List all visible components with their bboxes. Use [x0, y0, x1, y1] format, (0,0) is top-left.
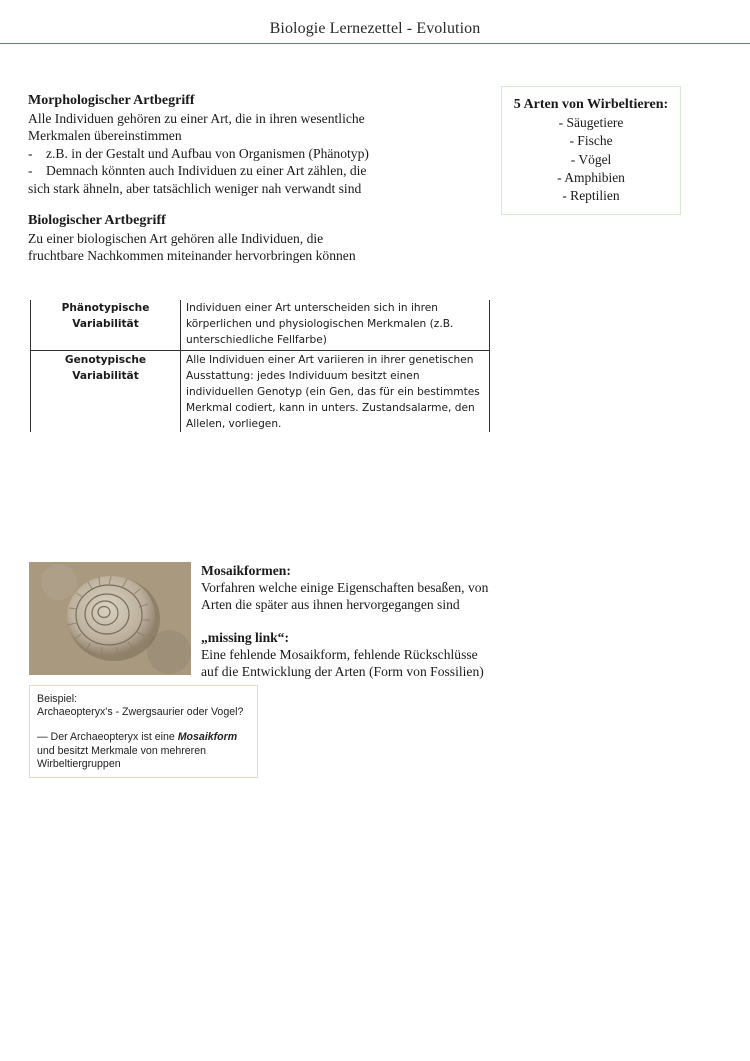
mosaic-section	[201, 562, 521, 680]
morph-text-line: Merkmalen übereinstimmen	[28, 128, 182, 143]
bio-section	[28, 212, 448, 265]
answer-text: — Der Archaeopteryx ist eine	[37, 731, 178, 744]
table-key-cell	[30, 351, 181, 432]
mosaic-text-line: Eine fehlende Mosaikform, fehlende Rückschlüsse	[201, 647, 478, 662]
mosaic-text-line: Vorfahren welche einige Eigenschaften besaßen, von	[201, 580, 489, 595]
table-row	[30, 350, 490, 432]
example-answer	[37, 731, 257, 744]
morph-text-line: sich stark ähneln, aber tatsächlich weniger nah verwandt sind	[28, 180, 362, 196]
answer-highlight: Mosaikform	[177, 731, 238, 744]
bullet-dash: -	[28, 163, 33, 178]
list-item: - Säugetiere	[558, 115, 624, 131]
ammonite-fossil-image	[29, 562, 191, 675]
header-divider	[0, 43, 750, 44]
ammonite-fossil-icon	[29, 562, 191, 675]
bullet-dash: -	[28, 145, 33, 161]
bullet-text: Demnach könnten auch Individuen zu einer Art zählen, die	[46, 163, 367, 178]
mosaic-heading: Mosaikformen:	[201, 563, 291, 578]
morph-section	[28, 92, 448, 197]
bio-text-line: fruchtbare Nachkommen miteinander hervorbringen können	[28, 248, 356, 263]
list-item: - Vögel	[570, 151, 612, 167]
key-line: Variabilität	[72, 370, 139, 382]
morph-bullet	[28, 145, 448, 163]
table-key-cell	[30, 300, 181, 350]
value-line: individuellen Genotyp (ein Gen, das für ein bestimmtes	[186, 386, 480, 398]
example-label: Beispiel:	[37, 693, 78, 705]
missing-link-heading: „missing link“:	[201, 630, 290, 645]
value-line: Alle Individuen einer Art variieren in ihrer genetischen	[186, 354, 474, 366]
vertebrates-box	[501, 86, 681, 215]
key-line: Phänotypische	[61, 302, 150, 314]
page-title: Biologie Lernezettel - Evolution	[269, 20, 481, 37]
morph-bullet	[28, 162, 448, 180]
example-answer-line: und besitzt Merkmale von mehreren	[37, 744, 206, 757]
bullet-text: z.B. in der Gestalt und Aufbau von Organismen (Phänotyp)	[46, 145, 369, 161]
table-row	[30, 300, 490, 350]
vertebrates-title: 5 Arten von Wirbeltieren:	[513, 97, 669, 112]
example-question: Archaeopteryx's - Zwergsaurier oder Vogel?	[37, 706, 244, 719]
key-line: Variabilität	[72, 318, 139, 330]
vertebrates-list	[502, 114, 680, 205]
table-value-cell	[181, 300, 490, 350]
variability-table	[30, 300, 490, 432]
bio-text-line: Zu einer biologischen Art gehören alle Individuen, die	[28, 230, 324, 246]
bio-heading: Biologischer Artbegriff	[28, 213, 166, 228]
value-line: Merkmal codiert, kann in unters. Zustandsalarme, den	[186, 402, 475, 414]
list-item: - Fische	[569, 133, 613, 149]
example-answer-line: Wirbeltiergruppen	[37, 757, 121, 770]
value-line: unterschiedliche Fellfarbe)	[186, 334, 327, 346]
morph-text-line: Alle Individuen gehören zu einer Art, die in ihren wesentliche	[28, 110, 365, 126]
list-item: - Reptilien	[562, 188, 620, 204]
list-item: - Amphibien	[557, 169, 625, 185]
value-line: Ausstattung: jedes Individuum besitzt einen	[186, 370, 420, 382]
mosaic-text-line: auf die Entwicklung der Arten (Form von Fossilien)	[201, 664, 484, 679]
key-line: Genotypische	[64, 354, 147, 366]
mosaic-text-line: Arten die später aus ihnen hervorgegangen sind	[201, 597, 460, 612]
value-line: körperlichen und physiologischen Merkmalen (z.B.	[186, 318, 454, 330]
example-box	[29, 685, 258, 778]
value-line: Allelen, vorliegen.	[186, 418, 282, 430]
table-value-cell	[181, 351, 490, 432]
value-line: Individuen einer Art unterscheiden sich in ihren	[186, 302, 438, 314]
morph-heading: Morphologischer Artbegriff	[28, 93, 195, 108]
